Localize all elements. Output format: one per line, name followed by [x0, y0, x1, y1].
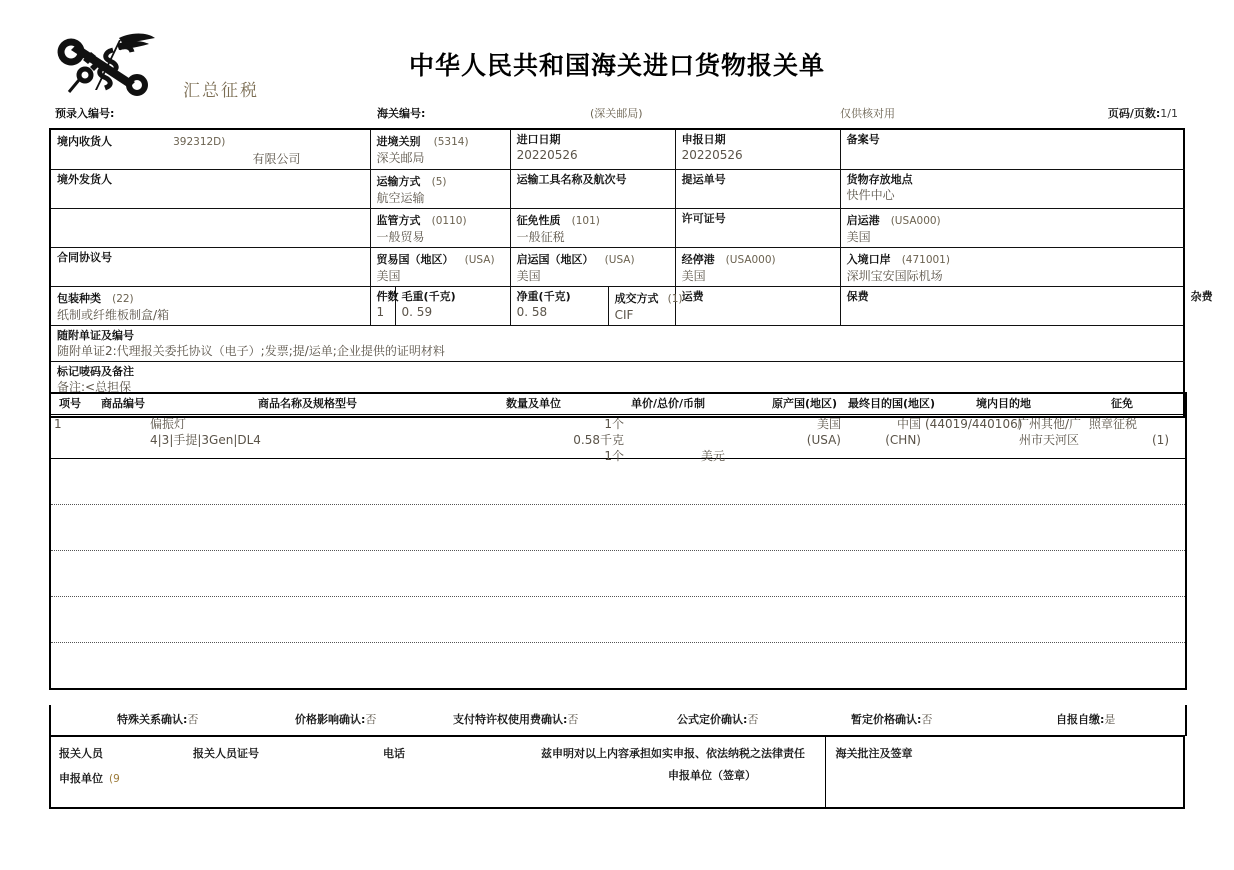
goods-origin-country: 美国	[816, 417, 841, 431]
confirm-price-influence	[295, 711, 376, 727]
departure-country-label: 启运国（地区）	[516, 253, 594, 266]
departure-port-label: 启运港	[846, 214, 880, 227]
declare-date-label: 申报日期	[681, 133, 726, 146]
marks-remarks-label: 标记唛码及备注	[57, 365, 134, 378]
supervision-code: (0110)	[431, 215, 467, 227]
footer-left-cell	[50, 736, 825, 808]
goods-empty-row	[50, 597, 1186, 643]
record-no-label: 备案号	[846, 133, 880, 146]
attached-docs-value: 随附单证2:代理报关委托协议（电子）;发票;提/运单;企业提供的证明材料	[57, 344, 445, 358]
supervision-label: 监管方式	[376, 214, 421, 227]
departure-country-value: 美国	[516, 269, 541, 283]
confirm-special-relation-label: 特殊关系确认:	[117, 713, 188, 726]
cell-trade-country	[370, 248, 510, 287]
storage-value: 快件中心	[846, 188, 895, 202]
declaration-statement-line2: 申报单位（签章）	[668, 769, 756, 782]
col-origin: 原产国(地区)	[772, 397, 838, 410]
freight-label: 运费	[681, 290, 704, 303]
package-label: 包装种类	[57, 292, 101, 305]
contract-label: 合同协议号	[57, 251, 112, 264]
summary-tax-stamp: 汇总征税	[183, 81, 259, 101]
table-row	[50, 129, 1184, 170]
confirm-provisional-price-value: 否	[921, 713, 933, 726]
col-qty-unit: 数量及单位	[506, 397, 561, 410]
table-row	[50, 248, 1184, 287]
goods-row	[50, 415, 1186, 459]
table-row	[50, 209, 1184, 248]
storage-label: 货物存放地点	[846, 173, 913, 186]
col-dest: 最终目的国(地区)	[848, 397, 936, 410]
terms-value: CIF	[614, 308, 634, 322]
consignee-name: 有限公司	[252, 152, 301, 166]
goods-empty-row	[50, 459, 1186, 505]
goods-empty-row	[50, 643, 1186, 689]
transit-port-label: 经停港	[681, 253, 715, 266]
goods-domestic-dest-1: 广州其他/广	[1017, 417, 1082, 431]
pre-record-no-label: 预录入编号:	[55, 107, 115, 120]
attached-docs-label: 随附单证及编号	[57, 329, 134, 342]
overseas-consignor-label: 境外发货人	[57, 173, 112, 186]
cell-transit-port	[675, 248, 840, 287]
footer-right-cell	[825, 736, 1184, 808]
trade-country-label: 贸易国（地区）	[376, 253, 454, 266]
goods-qty-2: 0.58千克	[573, 433, 624, 447]
vessel-label: 运输工具名称及航次号	[516, 173, 627, 186]
transport-mode-value: 航空运输	[376, 191, 425, 205]
confirm-price-influence-value: 否	[365, 713, 377, 726]
levy-nature-value: 一般征税	[516, 230, 565, 244]
cell-storage	[840, 170, 1184, 209]
goods-domestic-dest-code: (44019/440106)	[925, 417, 1023, 431]
goods-header-row	[50, 393, 1186, 415]
goods-levy: 照章征税	[1089, 417, 1138, 431]
levy-nature-label: 征免性质	[516, 214, 561, 227]
net-weight-value: 0. 58	[516, 305, 548, 319]
license-label: 许可证号	[681, 212, 726, 225]
cell-bill-no	[675, 170, 840, 209]
goods-currency: 美元	[701, 449, 726, 463]
entry-customs-value: 深关邮局	[376, 151, 425, 165]
table-row: 包装种类 (22) 纸制或纤维板制盒/箱 件数 1 毛重(千克) 0. 59 净重(千克) 0. 58 成交方式 (1) CIF 运费 保费 杂费	[50, 287, 1184, 326]
col-domestic-dest: 境内目的地	[976, 397, 1031, 410]
cell-blank-left	[50, 209, 370, 248]
entry-port-label: 入境口岸	[846, 253, 891, 266]
cell-departure-country	[510, 248, 675, 287]
trade-country-code: (USA)	[464, 254, 495, 266]
import-date-label: 进口日期	[516, 133, 561, 146]
cell-transport-mode	[370, 170, 510, 209]
goods-dest-code: (CHN)	[885, 433, 921, 447]
bill-no-label: 提运单号	[681, 173, 726, 186]
insurance-label: 保费	[846, 290, 869, 303]
goods-domestic-dest-2: 州市天河区	[1018, 433, 1079, 447]
transport-mode-label: 运输方式	[376, 175, 421, 188]
gross-weight-label: 毛重(千克)	[401, 290, 456, 303]
entry-customs-code: (5314)	[433, 136, 469, 148]
bureau-note: (深关邮局)	[590, 107, 643, 120]
cell-supervision	[370, 209, 510, 248]
cell-gross-weight	[395, 287, 510, 326]
phone-label: 电话	[383, 747, 405, 760]
page-value: 1/1	[1160, 107, 1178, 120]
terms-label: 成交方式	[614, 292, 659, 305]
table-row	[50, 736, 1184, 808]
net-weight-label: 净重(千克)	[516, 290, 571, 303]
confirm-provisional-price	[851, 711, 932, 727]
goods-qty-1: 1个	[604, 417, 624, 431]
transit-port-value: 美国	[681, 269, 706, 283]
cell-license	[675, 209, 840, 248]
package-value: 纸制或纤维板制盒/箱	[57, 308, 170, 322]
import-date-value: 20220526	[516, 148, 578, 162]
declaration-statement-line1: 兹申明对以上内容承担如实申报、依法纳税之法律责任	[541, 747, 805, 760]
cell-levy-nature	[510, 209, 675, 248]
pieces-label: 件数	[376, 290, 399, 303]
col-name-spec: 商品名称及规格型号	[258, 397, 357, 410]
consignee-label: 境内收货人	[57, 135, 112, 148]
gross-weight-value: 0. 59	[401, 305, 433, 319]
confirm-royalty-payment-label: 支付特许权使用费确认:	[453, 713, 568, 726]
entry-port-value: 深圳宝安国际机场	[846, 269, 943, 283]
departure-port-code: (USA000)	[890, 215, 941, 227]
confirm-price-influence-label: 价格影响确认:	[295, 713, 366, 726]
goods-levy-code: (1)	[1152, 433, 1169, 447]
col-item-no: 项号	[59, 397, 81, 410]
goods-origin-code: (USA)	[806, 433, 841, 447]
transport-mode-code: (5)	[431, 176, 447, 188]
page-label: 页码/页数:	[1107, 107, 1161, 120]
pieces-value: 1	[376, 305, 385, 319]
departure-country-code: (USA)	[604, 254, 635, 266]
confirm-royalty-payment	[453, 711, 578, 727]
supervision-value: 一般贸易	[376, 230, 425, 244]
consignee-code: 392312D)	[173, 136, 226, 148]
cell-package	[50, 287, 370, 326]
marks-remarks-value: 备注:<总担保	[57, 380, 132, 394]
cell-entry-customs	[370, 129, 510, 170]
confirm-provisional-price-label: 暂定价格确认:	[851, 713, 922, 726]
goods-name: 偏振灯	[150, 417, 187, 431]
levy-nature-code: (101)	[571, 215, 600, 227]
cell-entry-port	[840, 248, 1184, 287]
cell-attached-docs	[50, 326, 1184, 362]
confirmation-strip	[49, 705, 1187, 736]
transit-port-code: (USA000)	[725, 254, 776, 266]
table-row	[50, 170, 1184, 209]
cell-freight	[675, 287, 840, 326]
cell-overseas-consignor	[50, 170, 370, 209]
cell-consignee	[50, 129, 370, 170]
package-code: (22)	[112, 293, 134, 305]
col-hs-code: 商品编号	[101, 397, 145, 410]
declaration-field-table	[49, 128, 1213, 418]
confirm-self-declare-label: 自报自缴:	[1056, 713, 1105, 726]
trade-country-value: 美国	[376, 269, 401, 283]
confirm-special-relation	[117, 711, 198, 727]
goods-item-no: 1	[54, 417, 62, 431]
goods-dest-country: 中国	[896, 417, 921, 431]
table-row	[50, 326, 1184, 362]
terms-code: (1)	[667, 293, 683, 305]
cell-vessel	[510, 170, 675, 209]
entry-customs-label: 进境关别	[376, 135, 421, 148]
confirm-formula-pricing-label: 公式定价确认:	[677, 713, 748, 726]
check-only-note: 仅供核对用	[840, 107, 895, 120]
departure-port-value: 美国	[846, 230, 871, 244]
goods-items-table	[49, 392, 1183, 690]
customs-no-label: 海关编号:	[377, 107, 426, 120]
confirm-royalty-payment-value: 否	[567, 713, 579, 726]
cell-record-no	[840, 129, 1184, 170]
goods-empty-row	[50, 551, 1186, 597]
document-header	[0, 0, 1234, 105]
confirm-self-declare	[1056, 711, 1115, 727]
header-label-strip	[0, 105, 1234, 128]
goods-empty-row	[50, 505, 1186, 551]
confirm-special-relation-value: 否	[187, 713, 199, 726]
goods-spec: 4|3|手提|3Gen|DL4	[150, 433, 261, 447]
confirm-formula-pricing	[677, 711, 758, 727]
col-price: 单价/总价/币制	[631, 397, 706, 410]
page-title: 中华人民共和国海关进口货物报关单	[408, 51, 825, 80]
cell-contract	[50, 248, 370, 287]
confirm-self-declare-value: 是	[1104, 713, 1116, 726]
entry-port-code: (471001)	[901, 254, 950, 266]
col-levy: 征免	[1111, 397, 1133, 410]
cell-departure-port	[840, 209, 1184, 248]
declaring-unit-label: 申报单位 (9	[59, 772, 120, 785]
cell-terms	[608, 287, 683, 326]
declarant-id-label: 报关人员证号	[193, 747, 259, 760]
cell-declare-date	[675, 129, 840, 170]
customs-approval-label: 海关批注及签章	[835, 747, 913, 760]
cell-pieces	[370, 287, 399, 326]
document-footer	[49, 735, 1183, 807]
page-number	[1108, 105, 1178, 121]
declarant-label: 报关人员	[59, 747, 103, 760]
goods-qty-3: 1个	[604, 449, 624, 463]
cell-net-weight	[510, 287, 608, 326]
confirm-formula-pricing-value: 否	[747, 713, 759, 726]
declare-date-value: 20220526	[681, 148, 743, 162]
cell-import-date	[510, 129, 675, 170]
cell-insurance	[840, 287, 1184, 326]
declaring-unit-code: (9	[109, 773, 120, 785]
